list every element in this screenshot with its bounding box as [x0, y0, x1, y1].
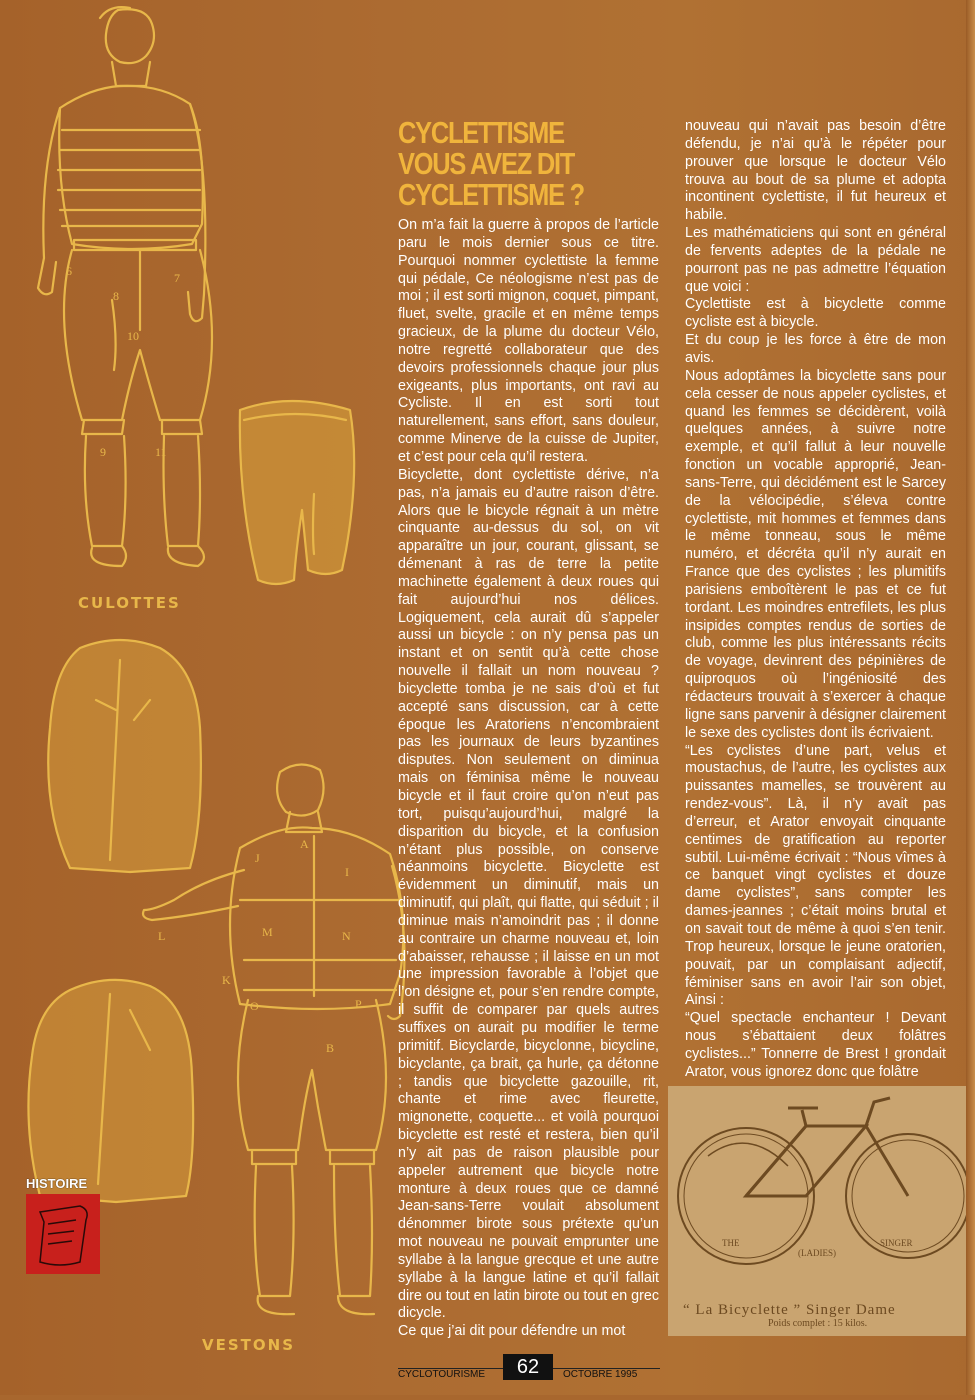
footer-date: OCTOBRE 1995: [563, 1369, 638, 1380]
figure-letter: J: [255, 851, 260, 865]
paragraph: Ce que j’ai dit pour défendre un mot: [398, 1323, 626, 1340]
figure-letter: B: [326, 1041, 335, 1055]
figure-letter: L: [158, 929, 166, 943]
right-text-column: [685, 118, 946, 1082]
scroll-icon: [40, 1206, 87, 1265]
frame-label: THE: [722, 1238, 740, 1248]
caption-vestons: VESTONS: [202, 1336, 295, 1354]
title-line: CYCLETTISME: [398, 115, 564, 150]
paragraph: “Les cyclistes d’une part, velus et moustachus, de l’autre, les cyclistes aux puissantes mamelles, se trouvèrent au rendez-vous”. Là, il n’y avait pas d’erreur, et Arator envoyait cinquante centimes de gratification au reporter subtil. Lui-même écrivait : “Nous vîmes à ce banquet vingt cyclistes et douze dame cyclistes”, sans compter les dames-jeannes ; c’était moins brutal et on savait tout de même à quoi s’en tenir. Trop heureux, lorsque le jeune oratorien, pouvait, par un complaisant adjectif, féminiser sans en avoir l’air son objet, Ainsi :: [685, 742, 946, 1009]
paragraph: nouveau qui n’avait pas besoin d’être défendu, je n’ai qu’à le répéter pour prouver que lorsque le docteur Vélo trouva au bout de sa plume et adopta incontinent cyclettiste, il fut heureux et habile.: [685, 118, 946, 224]
figure-letter: A: [300, 837, 309, 851]
paragraph: Cyclettiste est à bicyclette comme cycliste est à bicycle.: [685, 296, 946, 331]
figure-number: 9: [100, 445, 106, 459]
figure-number: 7: [174, 271, 180, 285]
section-label: HISTOIRE: [26, 1176, 88, 1191]
bicycle-illustration: [668, 1086, 975, 1336]
figure-letter: O: [250, 999, 259, 1013]
paragraph: “Quel spectacle enchanteur ! Devant nous s’ébattaient deux folâtres cyclistes...” Tonnerre de Brest ! grondait Arator, vous ignorez donc que folâtre: [685, 1010, 946, 1080]
article-title: [398, 117, 619, 210]
figure-letter: P: [355, 997, 362, 1011]
frame-label: SINGER: [880, 1238, 913, 1248]
bicycle-caption: “ La Bicyclette ” Singer Dame: [683, 1302, 896, 1318]
jacket-drawing: [28, 980, 193, 1202]
frame-label: (LADIES): [798, 1248, 836, 1258]
paragraph: Nous adoptâmes la bicyclette sans pour cela cesser de nous appeler cyclistes, et quand les femmes se décidèrent, voilà quelques années, à suivre notre exemple, et qu’il fallut à leur nouvelle fonction un vocable approprié, Jean-sans-Terre, qui décidément est le Sarcey de la vélocipédie, s’éleva contre cyclettiste, mit hommes et femmes dans le même tonneau, sous le même numéro, et décréta qu’il n’y aurait en France que des cyclistes ; les plumitifs parisiens emboîtèrent le pas et ce fut tordant. Les moindres entrefilets, les plus insipides comptes rendus de sorties de club, comme les plus intéressants récits de voyage, devinrent des pépinières de quiproquos où l’ingéniosité des rédacteurs trouvait à s’exercer à chaque ligne sans parvenir à désigner clairement le sexe des cyclistes dont ils écrivaient.: [685, 367, 946, 741]
figure-letter: I: [345, 865, 349, 879]
page-edge: [966, 0, 975, 1395]
figure-letter: M: [262, 925, 273, 939]
figure-letter: N: [342, 929, 351, 943]
standing-man-drawing: [38, 7, 212, 566]
paragraph: On m’a fait la guerre à propos de l’article paru le mois dernier sous ce titre. Pourquoi nommer cyclettiste la femme qui pédale, Ce néologisme n’est pas de moi ; il est sorti mignon, coquet, pimpant, fluet, svelte, gracile et en même temps gracieux, de la plume du docteur Vélo, notre regretté collaborateur que des devoirs professionnels chaque jour plus exigeants, plus importants, ont ravi au Cycliste. Il en est sorti tout naturellement, sans effort, sans douleur, comme Minerve de la cuisse de Jupiter, et c’est pour cela qu’il restera.: [398, 217, 659, 465]
figure-number: 8: [113, 289, 119, 303]
culottes-drawing: [240, 401, 354, 584]
footer-magazine: CYCLOTOURISME: [398, 1369, 486, 1380]
paragraph: Bicyclette, dont cyclettiste dérive, n’a pas, n’a jamais eu d’autre raison d’être. Alors que le bicycle régnait à un mètre cinquante au-dessus du sol, on vit apparaître un jour, courant, glissant, se démenant à ras de terre la petite machinette également à deux roues qui fait aujourd’hui nos délices. Logiquement, cela aurait dû s’appeler aussi un bicycle : on n’y pensa pas un instant et on sentit qu’à cette chose nouvelle il fallait un nom nouveau ? bicyclette tomba je ne sais d’où et fut accepté sans discussion, car à cette époque les Aratoriens n’encombraient pas les journaux de leurs byzantines disputes. Non seulement on diminua mais on féminisa même le nouveau bicycle et il faut croire qu’on n’eut pas tort, puisqu’aujourd’hui, malgré la disparition du bicycle, et la confusion n’étant plus possible, on conserve néanmoins bicyclette. Bicyclette est évidemment un diminutif, mais un diminutif, qui plaît, qui flatte, qui séduit ; il diminue mais n’amoindrit pas ; il donne au contraire un charme nouveau et, loin d’abaisser, rehausse ; il laisse en un mot une impression favorable à l’objet que l’on désigne et, pour s’en rendre compte, il suffit de comparer par quels autres suffixes on aurait pu modifier le terme primitif. Bicyclarde, bicyclonne, bicycline, bicyclante, ça brait, ça hurle, ça détonne ; tandis que bicyclette gazouille, rit, chante et rime avec fleurette, mignonette, coquette... et voilà pourquoi bicyclette est resté et restera, bien qu’il n’y ait pas de raison plausible pour appeler autrement que bicycle notre monture à deux roues que ce damné Jean-sans-Terre voulait absolument dénommer birote sous prétexte qu’un mot nouveau ne pouvait emprunter une syllabe à la langue grecque et une autre syllabe à la langue latine et qu’il fallait dire ou tout en latin birote ou tout en grec dicycle.: [398, 466, 659, 1322]
title-line: CYCLETTISME ?: [398, 177, 584, 212]
figure-number: 10: [127, 329, 139, 343]
paragraph: Et du coup je les force à être de mon avis.: [685, 332, 946, 366]
figure-number: 11: [155, 445, 167, 459]
jacket-drawing: [48, 640, 201, 872]
title-line: VOUS AVEZ DIT: [398, 146, 575, 181]
section-badge: [26, 1194, 100, 1274]
page-number: 62: [503, 1354, 553, 1380]
figure-number: 6: [66, 264, 72, 278]
caption-culottes: CULOTTES: [78, 594, 181, 612]
bicycle-weight: Poids complet : 15 kilos.: [768, 1318, 868, 1329]
figure-letter: K: [222, 973, 231, 987]
paragraph: Les mathématiciens qui sont en général de fervents adeptes de la pédale ne pourront pas ne pas admettre l’équation que voici :: [685, 225, 946, 295]
left-text-column: [398, 217, 659, 1341]
